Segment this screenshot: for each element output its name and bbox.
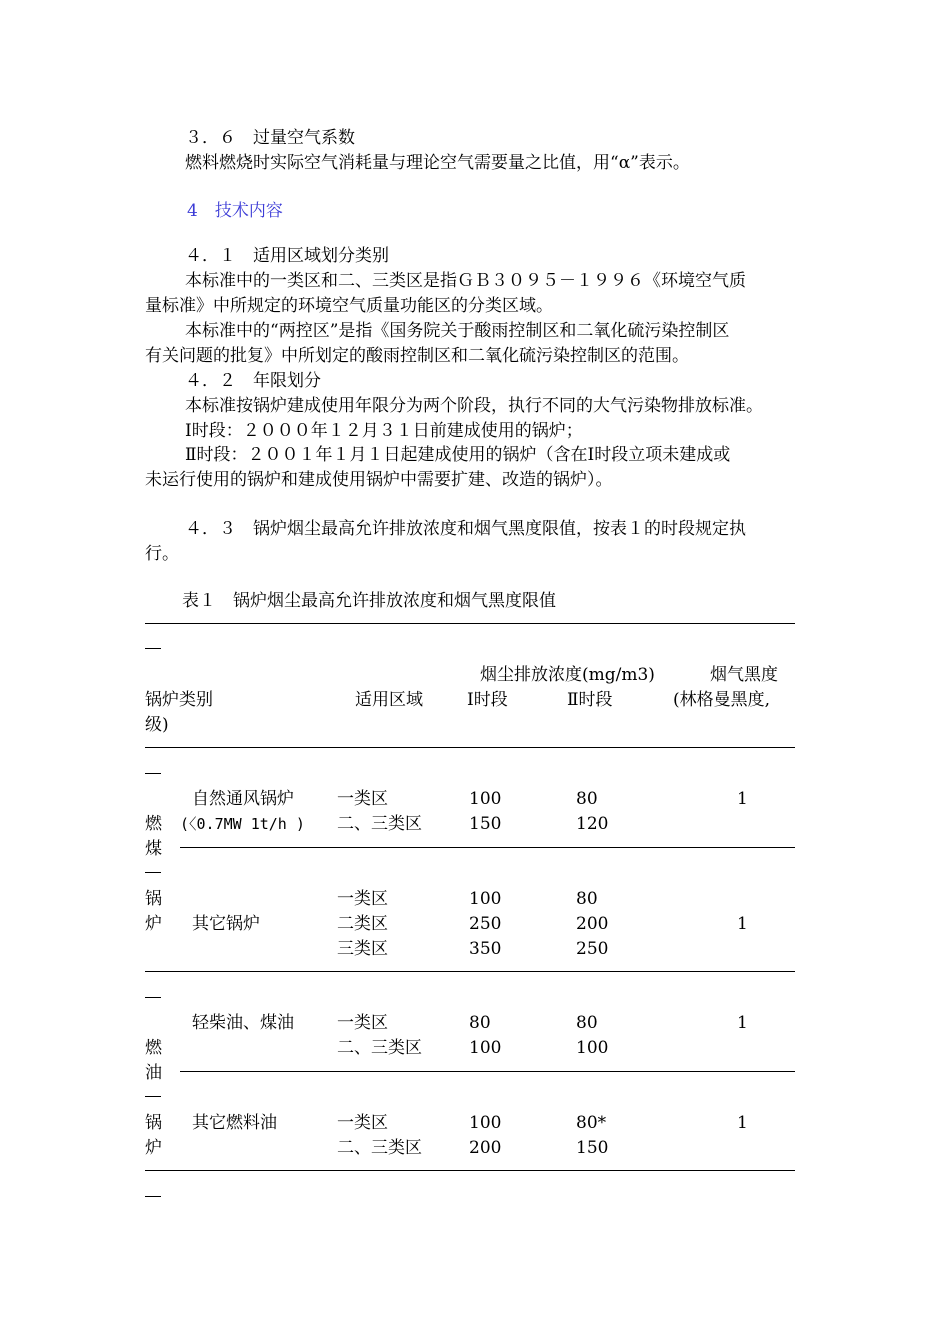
cell-r1-smoke: 1 bbox=[737, 789, 748, 809]
cell-r6-smoke: 1 bbox=[737, 1013, 748, 1033]
table-caption: 表１ 锅炉烟尘最高允许排放浓度和烟气黑度限值 bbox=[182, 591, 556, 611]
table-rule-top bbox=[145, 623, 795, 624]
section-4-heading: 4 技术内容 bbox=[187, 201, 283, 221]
cell-r9-p1: 200 bbox=[469, 1138, 502, 1158]
header-smoke-blackness: 烟气黑度 bbox=[710, 665, 778, 685]
type-natural-draft-capacity: (〈0.7MW 1t/h ) bbox=[180, 815, 305, 833]
cell-r5-p2: 250 bbox=[576, 939, 609, 959]
area-zone23-r9: 二、三类区 bbox=[337, 1138, 422, 1158]
section-4-1-heading: ４．１ 适用区域划分类别 bbox=[185, 246, 389, 266]
cell-r8-p1: 100 bbox=[469, 1113, 502, 1133]
section-4-2-para3-line1: Ⅱ时段：２００１年１月１日起建成使用的锅炉（含在Ⅰ时段立项未建成或 bbox=[185, 445, 731, 465]
area-zone23-r7: 二、三类区 bbox=[337, 1038, 422, 1058]
section-4-2-para2: Ⅰ时段：２０００年１２月３１日前建成使用的锅炉； bbox=[185, 421, 583, 441]
cell-r6-p2: 80 bbox=[576, 1013, 598, 1033]
header-unit-tail: 级) bbox=[145, 715, 169, 735]
area-zone1-r8: 一类区 bbox=[337, 1113, 388, 1133]
oil-label-char-2: 油 bbox=[145, 1063, 162, 1083]
cell-r8-smoke: 1 bbox=[737, 1113, 748, 1133]
cell-r4-smoke: 1 bbox=[737, 914, 748, 934]
table-rule-header bbox=[145, 747, 795, 748]
cell-r5-p1: 350 bbox=[469, 939, 502, 959]
header-period-1: Ⅰ时段 bbox=[467, 690, 508, 710]
table-rule-bottom bbox=[145, 1170, 795, 1171]
cell-r8-p2: 80* bbox=[576, 1113, 607, 1133]
coal-label-char-4: 锅 bbox=[145, 889, 162, 909]
cell-r2-p2: 120 bbox=[576, 814, 609, 834]
table-rule-header-tail bbox=[145, 773, 161, 774]
header-period-2: Ⅱ时段 bbox=[567, 690, 613, 710]
table-rule-coal-end-tail bbox=[145, 997, 161, 998]
section-4-1-para2-line1: 本标准中的“两控区”是指《国务院关于酸雨控制区和二氧化硫污染控制区 bbox=[185, 321, 730, 341]
section-4-1-para1-line1: 本标准中的一类区和二、三类区是指ＧＢ３０９５－１９９６《环境空气质 bbox=[185, 271, 746, 291]
type-natural-draft: 自然通风锅炉 bbox=[192, 789, 294, 809]
area-zone1-r3: 一类区 bbox=[337, 889, 388, 909]
table-rule-top-tail bbox=[145, 648, 161, 649]
section-4-1-para2-line2: 有关问题的批复》中所划定的酸雨控制区和二氧化硫污染控制区的范围。 bbox=[145, 346, 689, 366]
coal-label-dash bbox=[145, 872, 161, 873]
section-3-6-heading: ３．６ 过量空气系数 bbox=[185, 128, 355, 148]
oil-label-char-5: 炉 bbox=[145, 1138, 162, 1158]
section-4-1-para1-line2: 量标准》中所规定的环境空气质量功能区的分类区域。 bbox=[145, 296, 553, 316]
cell-r3-p1: 100 bbox=[469, 889, 502, 909]
table-rule-coal-end bbox=[145, 971, 795, 972]
cell-r7-p2: 100 bbox=[576, 1038, 609, 1058]
section-3-6-body: 燃料燃烧时实际空气消耗量与理论空气需要量之比值，用“α”表示。 bbox=[185, 153, 690, 173]
area-zone1-r1: 一类区 bbox=[337, 789, 388, 809]
type-other-fuel-oil: 其它燃料油 bbox=[192, 1113, 277, 1133]
table-rule-oil-mid bbox=[180, 1071, 795, 1072]
section-4-3-line2: 行。 bbox=[145, 544, 179, 564]
header-ringelmann: (林格曼黑度, bbox=[673, 690, 771, 710]
area-zone2-r4: 二类区 bbox=[337, 914, 388, 934]
coal-label-char-5: 炉 bbox=[145, 914, 162, 934]
section-4-2-para1: 本标准按锅炉建成使用年限分为两个阶段，执行不同的大气污染物排放标准。 bbox=[185, 396, 763, 416]
type-other-boiler: 其它锅炉 bbox=[192, 914, 260, 934]
table-rule-bottom-tail bbox=[145, 1196, 161, 1197]
cell-r9-p2: 150 bbox=[576, 1138, 609, 1158]
section-4-2-para3-line2: 未运行使用的锅炉和建成使用锅炉中需要扩建、改造的锅炉）。 bbox=[145, 470, 613, 490]
cell-r7-p1: 100 bbox=[469, 1038, 502, 1058]
table-rule-coal-mid bbox=[180, 847, 795, 848]
cell-r3-p2: 80 bbox=[576, 889, 598, 909]
section-4-3-line1: ４．３ 锅炉烟尘最高允许排放浓度和烟气黑度限值，按表１的时段规定执 bbox=[185, 519, 746, 539]
header-dust-concentration: 烟尘排放浓度(mg/m3) bbox=[480, 665, 655, 685]
oil-label-char-1: 燃 bbox=[145, 1038, 162, 1058]
cell-r1-p1: 100 bbox=[469, 789, 502, 809]
cell-r2-p1: 150 bbox=[469, 814, 502, 834]
coal-label-char-1: 燃 bbox=[145, 814, 162, 834]
area-zone3-r5: 三类区 bbox=[337, 939, 388, 959]
area-zone23-r2: 二、三类区 bbox=[337, 814, 422, 834]
header-boiler-type: 锅炉类别 bbox=[145, 690, 213, 710]
coal-label-char-2: 煤 bbox=[145, 839, 162, 859]
cell-r4-p1: 250 bbox=[469, 914, 502, 934]
oil-label-dash bbox=[145, 1096, 161, 1097]
type-light-diesel-kerosene: 轻柴油、煤油 bbox=[192, 1013, 294, 1033]
section-4-2-heading: ４．２ 年限划分 bbox=[185, 371, 321, 391]
cell-r4-p2: 200 bbox=[576, 914, 609, 934]
oil-label-char-4: 锅 bbox=[145, 1113, 162, 1133]
area-zone1-r6: 一类区 bbox=[337, 1013, 388, 1033]
header-area: 适用区域 bbox=[355, 690, 423, 710]
cell-r1-p2: 80 bbox=[576, 789, 598, 809]
cell-r6-p1: 80 bbox=[469, 1013, 491, 1033]
